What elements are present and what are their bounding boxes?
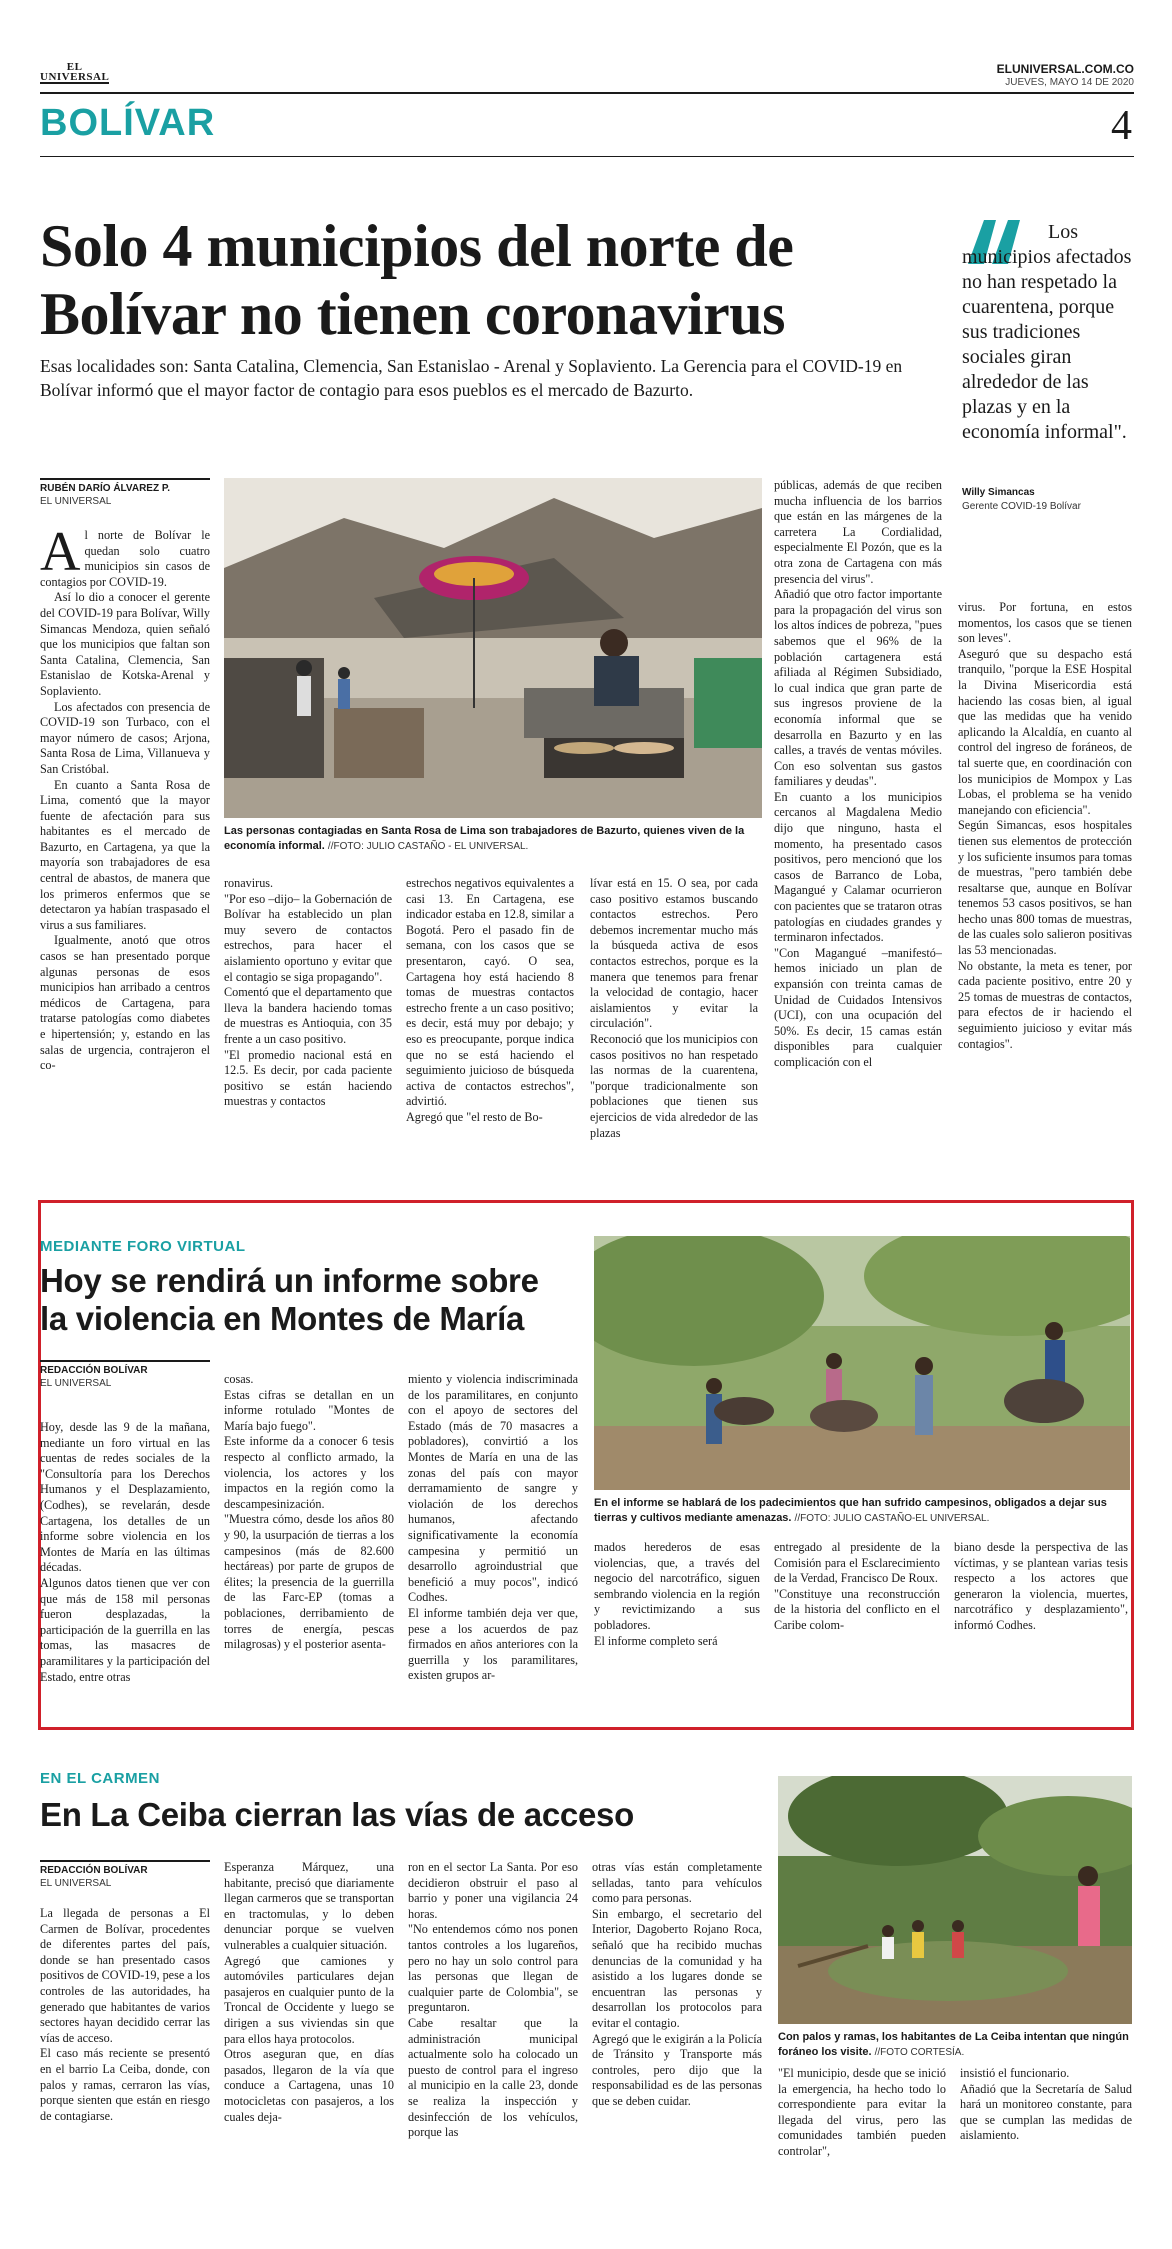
main-paragraph: l norte de Bolívar le quedan solo cuatro municipios sin casos de contagios por COVID-19.	[40, 528, 210, 589]
pull-quote: Los municipios afectados no han respetado la cuarentena, porque sus tradiciones sociales giran alrededor de las plazas y en la economía informal".	[962, 221, 1132, 443]
third-photo-caption	[778, 2030, 1132, 2060]
logo-line2: UNIVERSAL	[40, 71, 110, 83]
main-paragraph: Así lo dio a conocer el gerente del COVID-19 para Bolívar, Willy Simancas Mendoza, quien señaló que los municipios que faltan son Santa Catalina, Clemencia, San Estanislao de Kotska-Arenal y Soplaviento.	[40, 590, 210, 698]
second-col-3: miento y violencia indiscriminada de los paramilitares, en conjunto con el apoyo de sectores del Estado (más de 70 masacres a pobladores), convirtió a los Montes de María en una de las zonas del país con mayor derramamiento de sangre y violación de los derechos humanos, afectando significativamente la economía campesina y permitió un desarrollo agroindustrial que benefició a muy pocos", indicó Codhes. El informe también deja ver que, pese a los acuerdos de paz firmados en años anteriores con la guerrilla y los paramilitares, existen grupos ar-	[408, 1372, 578, 1683]
third-byline-block	[40, 1860, 210, 1889]
newspaper-logo	[40, 62, 109, 84]
second-byline-block	[40, 1360, 210, 1389]
second-col-5: entregado al presidente de la Comisión para el Esclarecimiento de la Verdad, Francisco De Roux. "Constituye una reconstrucción de la historia del conflicto en el Caribe colom-	[774, 1540, 940, 1632]
main-col-2: ronavirus. "Por eso –dijo– la Gobernación de Bolívar ha establecido un plan muy severo de contactos estrechos, para hacer el aislamiento oportuno y evitar que el contagio se siga propagando". Comentó que el departamento que lleva la bandera haciendo tomas de muestras es Antioquia, con 35 frente a un caso positivo. "El promedio nacional está en 12.5. Es decir, por cada paciente positivo se están haciendo muestras y contactos	[224, 876, 392, 1109]
third-col-3: ron en el sector La Santa. Por eso decidieron obstruir el paso al barrio y poner una vigilancia 24 horas. "No entendemos cómo nos ponen tantos controles a los lugareños, pero no hay un solo control para las personas que llegan de cualquier parte de Colombia", se preguntaron. Cabe resaltar que la administración municipal actualmente solo ha colocado un puesto de control para el ingreso al municipio en la calle 23, donde se realiza la inspección y desinfección de los vehículos, porque las	[408, 1860, 578, 2140]
main-col-3: estrechos negativos equivalentes a casi 13. En Cartagena, ese indicador estaba en 12.8, similar a Bogotá. Pero el pasado fin de semana, con los casos que se presentaron, cayó. O sea, Cartagena hoy está haciendo 8 tomas de muestras contactos estrecho frente a un caso positivo; es decir, está muy por debajo; y eso es preocupante, porque indica que no se está haciendo el seguimiento juicioso de búsqueda activa de contactos estrechos", advirtió. Agregó que "el resto de Bo-	[406, 876, 574, 1124]
main-caption-text: Las personas contagiadas en Santa Rosa de Lima son trabajadores de Bazurto, quienes viven de la economía informal.	[224, 825, 745, 852]
third-col-2: Esperanza Márquez, una habitante, precisó que diariamente llegan carmeros que se transportan en tractomulas, y lo deben denunciar porque se vuelven vulnerables a cualquier situación. Agregó que camiones y automóviles particulares dejan pasajeros en cualquier punto de la Troncal de Occidente y luego se dirigen a sus viviendas sin que para ellos haya protocolos. Otros aseguran que, en días pasados, llegaron de la vía que conduce a Cartagena, unas 10 motocicletas con pasajeros, a los cuales deja-	[224, 1860, 394, 2124]
main-headline	[40, 212, 940, 348]
site-url: ELUNIVERSAL.COM.CO	[996, 62, 1134, 76]
quote-role: Gerente COVID-19 Bolívar	[962, 501, 1081, 512]
drop-cap: A	[40, 528, 81, 583]
main-col-5: públicas, además de que reciben mucha influencia de los barrios que están en las márgenes de la carretera La Cordialidad, especialmente El Pozón, que es la otra zona de Cartagena con más presencia del virus". Añadió que otro factor importante para la propagación del virus son los altos índices de pobreza, "pues sabemos que el 96% de la población cartagenera está afiliada al Régimen Subsidiado, lo cual indica que gran parte de sus ingresos proviene de la economía informal que se desarrolla en Bazurto y en las calles, a través de ventas móviles. Con eso solventan sus gastos familiares y deudas". En cuanto a los municipios cercanos al Magdalena Medio dijo que ninguno, hasta el momento, ha presentado casos positivos, pero mencionó que los casos de Barranco de Loba, Magangué y Calamar ocurrieron con pacientes que se trataron otras patologías en ciudades grandes y terminaron infectados. "Con Magangué –manifestó– hemos iniciado un plan de expansión con treinta camas de Unidad de Cuidados Intensivos (UCI), con una ocupación del 50%. Es decir, 15 camas están disponibles para cualquier complicación con el	[774, 478, 942, 1069]
main-byline-org: EL UNIVERSAL	[40, 496, 112, 507]
header-rule	[40, 92, 1134, 94]
main-paragraph: Igualmente, anotó que otros casos se han presentado porque algunas personas de esos municipios han arribado a centros médicos de Cartagena, para tratarse patologías como diabetes e hipertensión; y, estando en las salas de urgencia, contrajeron el co-	[40, 933, 210, 1073]
second-col-6: biano desde la perspectiva de las víctimas, y se plantean varias tesis respecto a los actores que generaron la violencia, muertes, narcotráfico y desplazamiento", informó Codhes.	[954, 1540, 1128, 1632]
main-deck: Esas localidades son: Santa Catalina, Clemencia, San Estanislao - Arenal y Soplaviento. La Gerencia para el COVID-19 en Bolívar informó que el mayor factor de contagio para esos pueblos es el mercado de Bazurto.	[40, 356, 903, 400]
second-headline	[40, 1262, 600, 1338]
second-col-1: Hoy, desde las 9 de la mañana, mediante un foro virtual en las cuentas de redes sociales de la "Consultoría para los Derechos Humanos y el Desplazamiento, (Codhes), se revelarán, desde Cartagena, los detalles de un informe sobre violencia en los Montes de María en las últimas décadas. Algunos datos tienen que ver con que más de 158 mil personas fueron desplazadas, la participación de la guerrilla en las tomas, las masacres de paramilitares y la participación del Estado, entre otras	[40, 1420, 210, 1684]
issue-date: JUEVES, MAYO 14 DE 2020	[1005, 77, 1134, 88]
third-caption-text: Con palos y ramas, los habitantes de La Ceiba intentan que ningún foráneo los visite.	[778, 2031, 1129, 2058]
main-byline-block	[40, 478, 210, 507]
second-headline-line2: la violencia en Montes de María	[40, 1300, 525, 1337]
quote-author: Willy Simancas	[962, 487, 1035, 498]
third-col-1: La llegada de personas a El Carmen de Bolívar, procedentes de diferentes partes del país, donde se han presentado casos positivos de COVID-19, pese a los controles de las autoridades, ha generado que habitantes de varios sectores hayan decidido cerrar las vías de acceso. El caso más reciente se presentó en el barrio La Ceiba, donde, con palos y ramas, cerraron las vías, porque sienten que están en riesgo de contagiarse.	[40, 1906, 210, 2123]
main-paragraph: En cuanto a Santa Rosa de Lima, comentó que la mayor fuente de afectación para sus habitantes es el mercado de Bazurto, en Cartagena, ya que la mayoría son trabajadores de esa central de abastos, de manera que los primeros enfermos que se detectaron ya habían traspasado el virus a sus familiares.	[40, 777, 210, 932]
second-kicker: MEDIANTE FORO VIRTUAL	[40, 1238, 246, 1255]
market-photo	[224, 478, 762, 818]
main-col-1	[40, 528, 210, 1188]
main-col-6: virus. Por fortuna, en estos momentos, los casos que se tienen son leves". Aseguró que su despacho está tranquilo, "porque la ESE Hospital la Divina Misericordia está haciendo las cosas bien, al igual que las medidas que ha venido aplicando la Alcaldía, en cuanto al control del ingreso de foráneos, de tal suerte que, en coordinación con los municipios de Mompox y Las Lobas, el problema se ha venido manejando con eficiencia". Según Simancas, esos hospitales tienen sus elementos de protección y los suficiente insumos para tomas de muestras, "pero también debe resaltarse que, aunque en Bolívar tenemos 53 casos positivos, se han hecho unas 800 tomas de muestras, de las cuales solo salieron positivas las 53 mencionadas. No obstante, la meta es tener, por cada paciente positivo, entre 20 y 25 tomas de muestras de contactos, para efectos de ir haciendo el seguimiento juicioso y evitar más contagios".	[958, 600, 1132, 1051]
la-ceiba-photo	[778, 1776, 1132, 2024]
page-number: 4	[1111, 103, 1132, 149]
third-col-6: insistió el funcionario. Añadió que la Secretaría de Salud hará un monitoreo constante, para que se cumplan las medidas de aislamiento.	[960, 2066, 1132, 2143]
third-col-5: "El municipio, desde que se inició la emergencia, ha hecho todo lo correspondiente para evitar la llegada del virus, pero las comunidades también pueden controlar",	[778, 2066, 946, 2158]
section-rule	[40, 156, 1134, 157]
logo-line1: EL	[66, 61, 83, 73]
montes-photo	[594, 1236, 1130, 1490]
section-title: BOLÍVAR	[40, 102, 216, 144]
main-caption-credit: //FOTO: JULIO CASTAÑO - EL UNIVERSAL.	[327, 841, 529, 852]
second-byline-org: EL UNIVERSAL	[40, 1378, 112, 1389]
third-headline: En La Ceiba cierran las vías de acceso	[40, 1796, 634, 1833]
second-col-2: cosas. Estas cifras se detallan en un informe rotulado "Montes de María bajo fuego". Este informe da a conocer 6 tesis respecto al conflicto armado, la violencia, los actores y los impactos en la región como la descampesinización. "Muestra cómo, desde los años 80 y 90, la usurpación de tierras a los campesinos (más de 82.600 hectáreas) por parte de grupos de élites; la presencia de la guerrilla de las Farc-EP (tomas a poblaciones, derribamiento de torres de energía, pescas milagrosas) y el posterior asenta-	[224, 1372, 394, 1652]
second-photo-caption	[594, 1496, 1130, 1526]
main-col-4: lívar está en 15. O sea, por cada caso positivo estamos buscando contactos estrechos. Pero debemos incrementar mucho más la búsqueda activa de esos contactos estrechos, porque es la manera que tenemos para frenar la velocidad de contagio, hacer aislamientos y evitar la circulación". Reconoció que los municipios con casos positivos no han respetado las normas de la cuarentena, "porque tradicionalmente son poblaciones que tienen sus ejercicios de vida alrededor de las plazas	[590, 876, 758, 1140]
third-byline-org: EL UNIVERSAL	[40, 1878, 112, 1889]
second-byline: REDACCIÓN BOLÍVAR	[40, 1360, 210, 1376]
second-caption-text: En el informe se hablará de los padecimientos que han sufrido campesinos, obligados a dejar sus tierras y cultivos mediante amenazas.	[594, 1497, 1107, 1524]
main-headline-line2: Bolívar no tienen coronavirus	[40, 281, 785, 347]
second-headline-line1: Hoy se rendirá un informe sobre	[40, 1262, 539, 1299]
main-photo-caption	[224, 824, 764, 854]
third-caption-credit: //FOTO CORTESÍA.	[874, 2047, 965, 2058]
third-kicker: EN EL CARMEN	[40, 1770, 160, 1787]
main-byline: RUBÉN DARÍO ÁLVAREZ P.	[40, 478, 210, 494]
second-col-4: mados herederos de esas violencias, que, a través del negocio del narcotráfico, siguen sembrando violencia en la región y revictimizando a sus pobladores. El informe completo será	[594, 1540, 760, 1648]
main-paragraph: Los afectados con presencia de COVID-19 son Turbaco, con el mayor número de casos; Arjona, Santa Rosa de Lima, Villanueva y San Cristóbal.	[40, 699, 210, 776]
second-caption-credit: //FOTO: JULIO CASTAÑO-EL UNIVERSAL.	[794, 1513, 990, 1524]
third-byline: REDACCIÓN BOLÍVAR	[40, 1860, 210, 1876]
third-col-4: otras vías están completamente selladas, tanto para vehículos como para personas. Sin embargo, el secretario del Interior, Dagoberto Rojano Roca, señaló que ha recibido muchas denuncias de la comunidad y ha asistido a los lugares donde se encuentran las personas y desarrollan los protocolos para evitar el contagio. Agregó que le exigirán a la Policía de Tránsito y Transporte más controles, pero dijo que la responsabilidad es de las personas que se deben cuidar.	[592, 1860, 762, 2108]
main-headline-line1: Solo 4 municipios del norte de	[40, 213, 794, 279]
